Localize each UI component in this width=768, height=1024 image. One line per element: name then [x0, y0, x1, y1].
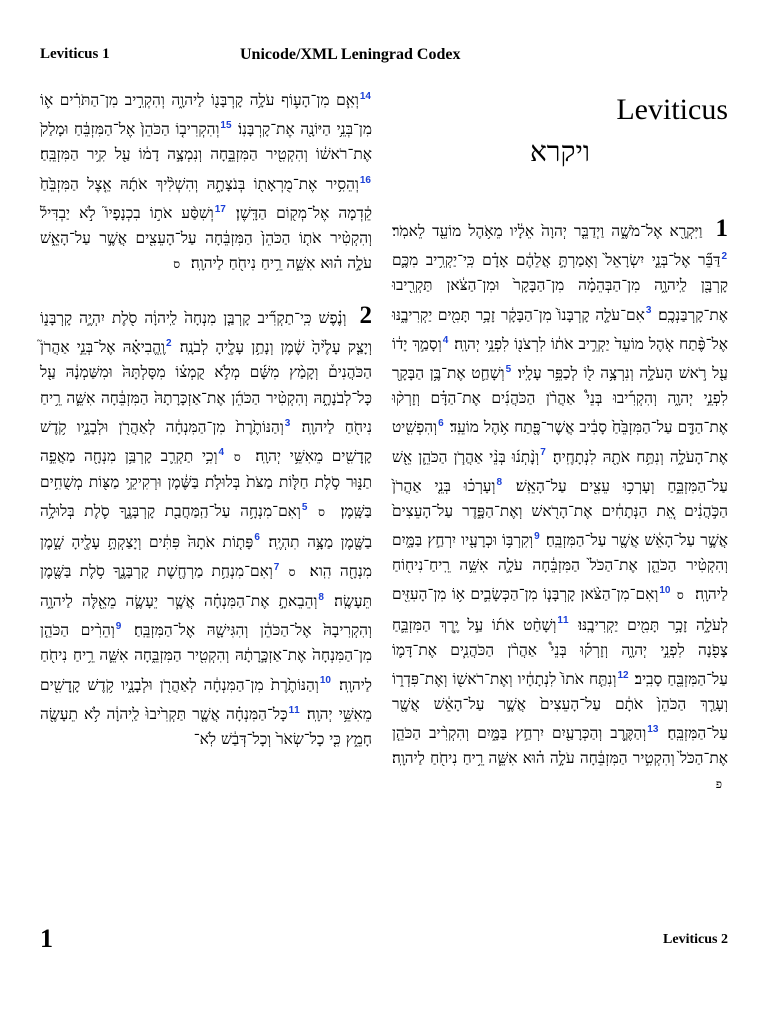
verse-number: 15: [220, 120, 232, 132]
verse-number: 7: [273, 561, 280, 573]
verse-text: וְנָ֨תְנ֜וּ בְּנֵ֨י אַהֲרֹ֧ן הַכֹּהֵ֛ן אֵ֖שׁ עַל־הַמִּזְבֵּ֑חַ וְעָרְכ֥וּ עֵצִ֖ים עַל־הָאֵֽשׁ׃: [392, 447, 728, 495]
verse-text: וְסָמַ֣ךְ יָד֔וֹ עַ֖ל רֹ֣אשׁ הָעֹלָ֑ה וְנִרְצָ֥ה ל֖וֹ לְכַפֵּ֥ר עָלָֽיו׃: [392, 334, 728, 382]
verse-number: 6: [438, 418, 444, 430]
verse-number: 13: [647, 724, 659, 736]
verse-text: וְאִם־מִנְחַ֥ת מַרְחֶ֖שֶׁת קָרְבָּנֶ֑ךָ סֹ֥לֶת בַּשֶּׁ֖מֶן תֵּעָשֶֽׂה׃: [40, 561, 372, 610]
section-marker: ס: [173, 257, 181, 272]
page-header-left: Leviticus 1: [40, 46, 110, 62]
verse-number: 3: [645, 305, 652, 317]
section-marker: ס: [288, 564, 296, 579]
verse-number: 11: [557, 615, 569, 627]
verse-text: וְהַנּוֹתֶ֙רֶת֙ מִן־הַמִּנְחָ֔ה לְאַהֲרֹ֖ן וּלְבָנָ֑יו קֹ֥דֶשׁ קָֽדָשִׁ֖ים מֵאִשֵּׁ֥י יְהוָֽה׃: [40, 417, 372, 465]
verse-text: כָּל־הַמִּנְחָ֗ה אֲשֶׁ֤ר תַּקְרִ֙יבוּ֙ לַֽיהוָ֔ה לֹ֥א תֵעָשֶׂ֖ה חָמֵ֑ץ כִּ֤י כָל־שְׂאֹר֙ וְכָל־דְּבַ֔שׁ לֹֽא־: [40, 704, 372, 748]
verse-text: וְכִ֥י תַקְרִ֛ב קָרְבַּ֥ן מִנְחָ֖ה מַאֲפֵ֣ה תַנּ֑וּר סֹ֣לֶת חַלּ֤וֹת מַצֹּת֙ בְּלוּלֹ֣ת בַּשֶּׁ֔מֶן וּרְקִיקֵ֥י מַצּ֖וֹת מְשֻׁחִ֥ים בַּשָּֽׁמֶן׃: [40, 447, 372, 521]
verse-text: וְהַנּוֹתֶ֙רֶת֙ מִן־הַמִּנְחָ֔ה לְאַהֲרֹ֖ן וּלְבָנָ֑יו קֹ֥דֶשׁ קָֽדָשִׁ֖ים מֵאִשֵּׁ֥י יְהוָֽה׃: [40, 675, 372, 723]
verse-text: וְהִפְשִׁ֖יט אֶת־הָעֹלָ֑ה וְנִתַּ֥ח אֹתָ֖הּ לִנְתָחֶֽיהָ׃: [392, 418, 728, 466]
verse-number: 11: [288, 704, 300, 716]
verse-number: 4: [218, 446, 225, 458]
verse-number: 8: [496, 476, 503, 488]
verse-text: וְנֶ֗פֶשׁ כִּֽי־תַקְרִ֞יב קָרְבַּ֤ן מִנְחָה֙ לַֽיהוָ֔ה סֹ֖לֶת יִהְיֶ֣ה קָרְבָּנ֑וֹ וְיָצַ֤ק עָלֶ֙יהָ֙ שֶׁ֔מֶן וְנָתַ֥ן עָלֶ֖יהָ לְבֹנָֽה׃: [40, 309, 372, 357]
verse-text: וְאִם־מִן־הַצֹּ֨אן קָרְבָּנ֧וֹ מִן־הַכְּשָׂבִ֛ים א֥וֹ מִן־הָעִזִּ֖ים לְעֹלָ֑ה זָכָ֥ר תָּמִ֖ים יַקְרִיבֶֽנּוּ׃: [392, 585, 728, 634]
verse-text: וְשָׁחַ֨ט אֹת֜וֹ עַ֣ל יֶ֧רֶךְ הַמִּזְבֵּ֛חַ צָפֹ֖נָה לִפְנֵ֣י יְהוָ֑ה וְזָרְק֡וּ בְּנֵי֩ אַהֲרֹ֨ן הַכֹּהֲנִ֧ים אֶת־דָּמ֛וֹ עַל־הַמִּזְבֵּ֖חַ סָבִֽיב׃: [392, 615, 728, 688]
verse-text: וְאִ֧ם מִן־הָע֛וֹף עֹלָ֥ה קָרְבָּנ֖וֹ לַיהוָ֑ה וְהִקְרִ֣יב מִן־הַתֹּרִ֗ים א֛וֹ מִן־בְּנֵ֥י הַיּוֹנָ֖ה אֶת־קָרְבָּנֽוֹ׃: [40, 91, 372, 139]
verse-number: 10: [659, 585, 671, 597]
verse-number: 5: [301, 502, 308, 514]
section-marker: פ: [715, 777, 722, 792]
verse-text: פָּת֤וֹת אֹתָהּ֙ פִּתִּ֔ים וְיָצַקְתָּ֥ עָלֶ֖יהָ שָׁ֑מֶן מִנְחָ֖ה הִֽוא׃: [40, 532, 372, 580]
verse-number: 2: [721, 251, 727, 263]
verse-text: וַיִּקְרָ֖א אֶל־מֹשֶׁ֑ה וַיְדַבֵּ֤ר יְהוָה֙ אֵלָ֔יו מֵאֹ֥הֶל מוֹעֵ֖ד לֵאמֹֽר׃: [392, 222, 703, 240]
verse-text: וְשִׁסַּ֨ע אֹת֣וֹ בִכְנָפָיו֮ לֹ֣א יַבְדִּיל֒ וְהִקְטִ֨יר אֹת֤וֹ הַכֹּהֵן֙ הַמִּזְבֵּ֔חָה עַל־הָעֵצִ֖ים אֲשֶׁ֣ר עַל־הָאֵ֑שׁ עֹלָ֣ה ה֗וּא אִשֵּׁ֛ה רֵ֥יחַ נִיחֹ֖חַ לַיהוָֽה׃: [40, 203, 372, 273]
chapter-number: 1: [715, 215, 728, 242]
verse-text: וְהִקְרִיב֤וֹ הַכֹּהֵן֙ אֶל־הַמִּזְבֵּ֔חַ וּמָלַק֙ אֶת־רֹאשׁ֔וֹ וְהִקְטִ֖יר הַמִּזְבֵּ֑חָה וְנִמְצָ֣ה דָמ֔וֹ עַ֖ל קִ֥יר הַמִּזְבֵּֽחַ׃: [40, 120, 372, 164]
verse-text: אִם־עֹלָ֤ה קָרְבָּנוֹ֙ מִן־הַבָּקָ֔ר זָכָ֥ר תָּמִ֖ים יַקְרִיבֶ֑נּוּ אֶל־פֶּ֨תַח אֹ֤הֶל מוֹעֵד֙ יַקְרִ֣יב אֹת֔וֹ לִרְצֹנ֖וֹ לִפְנֵ֥י יְהוָֽה׃: [392, 305, 728, 353]
page-header-title: Unicode/XML Leningrad Codex: [240, 46, 461, 63]
verse-text: וֶֽהֱבִיאָ֗הּ אֶל־בְּנֵ֣י אַהֲרֹן֮ הַכֹּהֲנִים֒ וְקָמַ֨ץ מִשָּׁ֜ם מְלֹ֣א קֻמְצ֗וֹ מִסָּלְתָּהּ֙ וּמִשַּׁמְנָ֔הּ עַ֖ל כָּל־לְבֹנָתָ֑הּ וְהִקְטִ֨יר הַכֹּהֵ֜ן אֶת־אַזְכָּרָתָהּ֙ הַמִּזְבֵּ֔חָה אִשֵּׁ֛ה רֵ֥יחַ נִיחֹ֖חַ לַיהוָֽה׃: [40, 338, 372, 436]
verse-text: וְהֵסִ֥יר אֶת־מֻרְאָת֖וֹ בְּנֹצָתָ֑הּ וְהִשְׁלִ֨יךְ אֹתָ֜הּ אֵ֤צֶל הַמִּזְבֵּ֙חַ֙ קֵ֔דְמָה אֶל־מְק֖וֹם הַדָּֽשֶׁן׃: [40, 174, 373, 222]
verse-number: 4: [442, 334, 449, 346]
right-column: [392, 92, 728, 797]
verse-text: וְנִתַּ֤ח אֹתוֹ֙ לִנְתָחָ֔יו וְאֶת־רֹאשׁ֖וֹ וְאֶת־פִּדְר֑וֹ וְעָרַ֤ךְ הַכֹּהֵן֙ אֹתָ֔ם עַל־הָעֵצִים֙ אֲשֶׁ֣ר עַל־הָאֵ֔שׁ אֲשֶׁ֖ר עַל־הַמִּזְבֵּֽחַ׃: [392, 669, 728, 743]
section-marker: ס: [318, 505, 325, 520]
verse-text: וְהֵבֵאתָ֣ אֶת־הַמִּנְחָ֗ה אֲשֶׁ֧ר יֵעָשֶׂ֛ה מֵאֵ֖לֶּה לַיהוָ֑ה וְהִקְרִיבָהּ֙ אֶל־הַכֹּהֵ֔ן וְהִגִּישָׁ֖הּ אֶל־הַמִּזְבֵּֽחַ׃: [40, 591, 372, 640]
book-title-hebrew: ויקרא: [529, 135, 591, 168]
verse-number: 8: [318, 591, 324, 603]
section-marker: ס: [676, 588, 684, 603]
paragraph-chapter2: [40, 303, 372, 752]
verse-number: 3: [284, 417, 291, 429]
verse-text: וְקִרְבּ֥וֹ וּכְרָעָ֖יו יִרְחַ֣ץ בַּמָּ֑יִם וְהִקְטִ֨יר הַכֹּהֵ֤ן אֶת־הַכֹּל֙ הַמִּזְבֵּ֔חָה עֹלָ֛ה אִשֵּׁ֥ה רֵֽיחַ־נִיח֖וֹחַ לַיהוָֽה׃: [392, 531, 728, 604]
page-footer-next: Leviticus 2: [663, 932, 728, 947]
chapter-number: 2: [359, 302, 372, 330]
left-column: [40, 84, 372, 752]
verse-text: וְעָרְכ֗וּ בְּנֵ֤י אַהֲרֹן֙ הַכֹּ֣הֲנִ֔ים אֵ֚ת הַנְּתָחִ֔ים אֶת־הָרֹ֖אשׁ וְאֶת־הַפָּ֑דֶר עַל־הָעֵצִים֙ אֲשֶׁ֣ר עַל־הָאֵ֔שׁ אֲשֶׁ֖ר עַל־הַמִּזְבֵּֽחַ׃: [392, 476, 728, 550]
verse-text: וְהֵרִ֨ים הַכֹּהֵ֤ן מִן־הַמִּנְחָה֙ אֶת־אַזְכָּ֣רָתָ֔הּ וְהִקְטִ֖יר הַמִּזְבֵּ֑חָה אִשֵּׁ֛ה רֵ֥יחַ נִיחֹ֖חַ לַיהוָֽה׃: [40, 621, 372, 694]
verse-number: 2: [165, 338, 172, 350]
verse-text: דַּבֵּ֞ר אֶל־בְּנֵ֤י יִשְׂרָאֵל֙ וְאָמַרְתָּ֣ אֲלֵהֶ֔ם אָדָ֗ם כִּֽי־יַקְרִ֥יב מִכֶּ֛ם קָרְבָּ֖ן לַֽיהוָ֑ה מִן־הַבְּהֵמָ֗ה מִן־הַבָּקָר֙ וּמִן־הַצֹּ֔אן תַּקְרִ֖יבוּ אֶת־קָרְבַּנְכֶֽם׃: [392, 251, 728, 324]
verse-number: 9: [534, 530, 540, 542]
verse-text: וְהַקֶּ֥רֶב וְהַכְּרָעַ֖יִם יִרְחַ֣ץ בַּמָּ֑יִם וְהִקְרִ֨יב הַכֹּהֵ֤ן אֶת־הַכֹּל֙ וְהִקְטִ֣יר הַמִּזְבֵּ֔חָה עֹלָ֣ה ה֗וּא אִשֵּׁ֛ה רֵ֥יחַ נִיחֹ֖חַ לַיהוָֽה׃: [392, 724, 728, 768]
verse-number: 10: [319, 675, 331, 687]
verse-number: 9: [115, 621, 122, 633]
verse-text: וְשָׁחַ֛ט אֶת־בֶּ֥ן הַבָּקָ֖ר לִפְנֵ֣י יְהוָ֑ה וְהִקְרִ֡יבוּ בְּנֵי֩ אַהֲרֹ֨ן הַכֹּהֲנִ֜ים אֶת־הַדָּ֗ם וְזָרְק֨וּ אֶת־הַדָּ֤ם עַל־הַמִּזְבֵּ֙חַ֙ סָבִ֔יב אֲשֶׁר־פֶּ֖תַח אֹ֥הֶל מוֹעֵֽד׃: [392, 363, 728, 437]
chapter1-verses: [392, 222, 728, 792]
verse-number: 14: [359, 91, 371, 102]
verse-number: 17: [214, 203, 226, 215]
verse-number: 12: [617, 669, 629, 681]
chapter2-verses: [40, 309, 372, 748]
verse-text: וְאִם־מִנְחָ֥ה עַל־הַֽמַּחֲבַ֖ת קָרְבָּנֶ֑ךָ סֹ֛לֶת בְּלוּלָ֥ה בַשֶּׁ֖מֶן מַצָּ֥ה תִהְיֶֽה׃: [40, 502, 373, 551]
paragraph-chapter1-continued: [40, 84, 372, 277]
verse-number: 5: [505, 363, 512, 375]
verse-number: 7: [540, 447, 546, 459]
page-number: 1: [40, 924, 53, 953]
section-marker: ס: [233, 450, 241, 464]
verse-number: 6: [254, 532, 260, 544]
book-title-english: Leviticus: [616, 93, 728, 126]
paragraph-chapter1: [392, 216, 728, 797]
verse-number: 16: [359, 174, 371, 186]
